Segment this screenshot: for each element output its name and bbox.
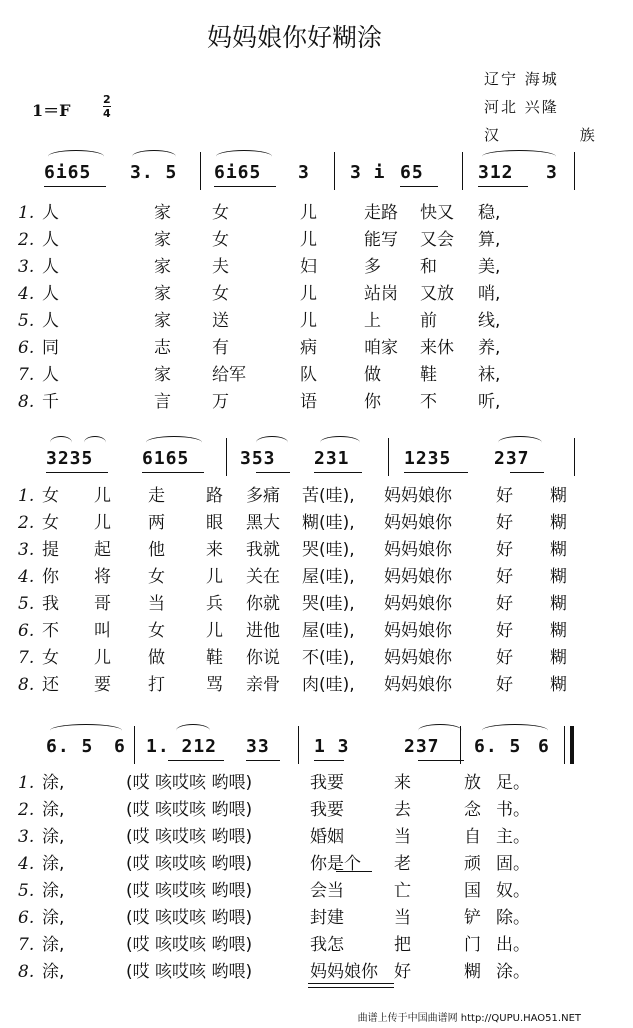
lyric-word: 当 [148, 594, 165, 614]
lyric-word: 我就 [246, 540, 280, 560]
verse-number: 1. [18, 773, 35, 793]
lyric-word: 好 [496, 594, 513, 614]
lyric-word: 哥 [94, 594, 111, 614]
lyric-word: 不 [42, 621, 59, 641]
notation-group: 6. 5 [474, 736, 522, 757]
verse-number: 7. [18, 365, 35, 385]
lyric-word: 涂, [42, 773, 65, 793]
lyric-word: 出。 [496, 935, 530, 955]
notation-group: 312 [478, 162, 514, 183]
lyric-word: 女 [148, 621, 165, 641]
verse-number: 1. [18, 203, 35, 223]
lyric-line [14, 564, 584, 591]
lyric-word: 屋(哇), [302, 567, 355, 587]
lyric-word: 好 [496, 567, 513, 587]
notation-group: 1235 [404, 448, 452, 469]
lyric-word: 当 [394, 908, 411, 928]
lyric-word: 妈妈娘你 [384, 540, 452, 560]
lyric-word: 女 [42, 513, 59, 533]
lyric-word: 人 [42, 203, 59, 223]
lyric-word: 女 [212, 230, 229, 250]
lyric-word: 关在 [246, 567, 280, 587]
lyric-word: 我怎 [310, 935, 344, 955]
lyric-word: 多 [364, 257, 381, 277]
lyric-word: 兵 [206, 594, 223, 614]
lyric-word: 上 [364, 311, 381, 331]
lyric-word: 病 [300, 338, 317, 358]
lyric-word: 送 [212, 311, 229, 331]
lyric-line [14, 959, 584, 986]
lyric-line [14, 878, 584, 905]
verse-number: 8. [18, 962, 35, 982]
lyric-line [14, 389, 584, 416]
lyric-word: (哎 咳哎咳 哟喂) [126, 827, 253, 847]
lyric-word: 同 [42, 338, 59, 358]
lyric-word: 前 [420, 311, 437, 331]
lyric-word: 儿 [206, 621, 223, 641]
lyric-word: 美, [478, 257, 501, 277]
lyric-word: 女 [42, 486, 59, 506]
lyric-word: 有 [212, 338, 229, 358]
lyric-line [14, 591, 584, 618]
lyric-word: 眼 [206, 513, 223, 533]
lyric-word: 顽 [464, 854, 481, 874]
lyric-word: 要 [94, 675, 111, 695]
lyric-word: 妈妈娘你 [384, 513, 452, 533]
lyric-word: 亲骨 [246, 675, 280, 695]
lyric-line [14, 797, 584, 824]
lyric-word: 又放 [420, 284, 454, 304]
lyric-word: 涂, [42, 935, 65, 955]
notation-group: 6i65 [44, 162, 92, 183]
lyric-word: 涂, [42, 854, 65, 874]
lyric-word: 家 [154, 257, 171, 277]
lyric-word: 糊 [550, 594, 567, 614]
lyric-line [14, 645, 584, 672]
lyric-word: 固。 [496, 854, 530, 874]
lyric-word: 走 [148, 486, 165, 506]
verse-number: 2. [18, 513, 35, 533]
lyric-word: 妈妈娘你 [384, 648, 452, 668]
lyric-word: 走路 [364, 203, 398, 223]
lyric-word: 妈妈娘你 [384, 675, 452, 695]
lyric-word: 路 [206, 486, 223, 506]
lyric-word: (哎 咳哎咳 哟喂) [126, 854, 253, 874]
lyric-word: 进他 [246, 621, 280, 641]
lyric-word: 涂。 [496, 962, 530, 982]
lyric-word: (哎 咳哎咳 哟喂) [126, 800, 253, 820]
verse-number: 3. [18, 540, 35, 560]
song-title: 妈妈娘你好糊涂 [206, 23, 382, 52]
lyric-line [14, 905, 584, 932]
notation-staff-2 [0, 434, 589, 478]
lyric-word: 女 [148, 567, 165, 587]
lyric-word: 黑大 [246, 513, 280, 533]
notation-group: 231 [314, 448, 350, 469]
lyric-word: (哎 咳哎咳 哟喂) [126, 935, 253, 955]
lyric-word: 养, [478, 338, 501, 358]
verse-number: 1. [18, 486, 35, 506]
verse-number: 2. [18, 800, 35, 820]
lyric-word: 夫 [212, 257, 229, 277]
lyric-word: 铲 [464, 908, 481, 928]
lyric-line [14, 227, 584, 254]
lyric-word: 妈妈娘你 [384, 486, 452, 506]
lyric-word: 涂, [42, 908, 65, 928]
lyric-word: 他 [148, 540, 165, 560]
lyric-word: 亡 [394, 881, 411, 901]
lyric-word: (哎 咳哎咳 哟喂) [126, 881, 253, 901]
notation-group: 3 [298, 162, 310, 183]
verse-number: 3. [18, 827, 35, 847]
lyric-word: 足。 [496, 773, 530, 793]
lyric-word: 糊 [550, 540, 567, 560]
lyric-word: 涂, [42, 800, 65, 820]
lyric-line [14, 932, 584, 959]
verse-number: 7. [18, 935, 35, 955]
lyric-word: 你说 [246, 648, 280, 668]
notation-group: 6 [538, 736, 550, 757]
lyric-word: 国 [464, 881, 481, 901]
lyric-word: 人 [42, 311, 59, 331]
lyric-word: 当 [394, 827, 411, 847]
lyric-line [14, 851, 584, 878]
lyric-word: 给军 [212, 365, 246, 385]
lyric-line [14, 362, 584, 389]
verse-number: 5. [18, 881, 35, 901]
lyric-word: 糊 [550, 648, 567, 668]
lyric-word: 不(哇), [302, 648, 355, 668]
lyric-word: 打 [148, 675, 165, 695]
lyric-word: 又会 [420, 230, 454, 250]
lyric-word: 不 [420, 392, 437, 412]
lyric-word: 糊 [464, 962, 481, 982]
lyric-word: 女 [42, 648, 59, 668]
lyric-word: 家 [154, 284, 171, 304]
lyric-word: 女 [212, 203, 229, 223]
notation-group: 3. 5 [130, 162, 178, 183]
lyric-word: 我要 [310, 800, 344, 820]
footer-watermark: 曲谱上传于中国曲谱网 http://QUPU.HAO51.NET [357, 1013, 581, 1024]
lyric-word: 放 [464, 773, 481, 793]
lyric-line [14, 770, 584, 797]
credit-ethnicity: 汉 族 [484, 126, 633, 144]
lyric-word: 骂 [206, 675, 223, 695]
lyric-word: 两 [148, 513, 165, 533]
verse-number: 6. [18, 908, 35, 928]
lyric-word: 自 [464, 827, 481, 847]
lyric-line [14, 537, 584, 564]
verse-number: 6. [18, 338, 35, 358]
notation-group: 3235 [46, 448, 94, 469]
verse-number: 4. [18, 284, 35, 304]
lyric-word: 妈妈娘你 [384, 621, 452, 641]
verse-number: 3. [18, 257, 35, 277]
lyric-word: 听, [478, 392, 501, 412]
credit-region-2: 河北 兴隆 [484, 98, 559, 116]
lyric-word: 儿 [206, 567, 223, 587]
lyric-line [14, 308, 584, 335]
notation-group: 3 [546, 162, 558, 183]
notation-group: 6 [114, 736, 126, 757]
lyric-word: 好 [496, 540, 513, 560]
lyric-word: 来 [394, 773, 411, 793]
double-underline [308, 983, 394, 984]
lyric-word: 家 [154, 311, 171, 331]
lyric-word: 儿 [94, 513, 111, 533]
lyric-word: 多痛 [246, 486, 280, 506]
lyric-word: 主。 [496, 827, 530, 847]
underline-mark [336, 871, 372, 872]
lyric-word: 袜, [478, 365, 501, 385]
double-underline [308, 987, 394, 988]
lyric-word: 糊 [550, 675, 567, 695]
lyric-word: 婚姻 [310, 827, 344, 847]
verse-number: 4. [18, 854, 35, 874]
lyric-word: 算, [478, 230, 501, 250]
lyric-word: 将 [94, 567, 111, 587]
lyric-line [14, 510, 584, 537]
lyric-word: 把 [394, 935, 411, 955]
lyric-word: 人 [42, 257, 59, 277]
lyric-word: 封建 [310, 908, 344, 928]
notation-group: 1 3 [314, 736, 350, 757]
lyric-word: 好 [496, 675, 513, 695]
lyric-word: 能写 [364, 230, 398, 250]
notation-group: 1. 212 [146, 736, 218, 757]
lyric-word: 稳, [478, 203, 501, 223]
lyric-word: 家 [154, 203, 171, 223]
lyric-line [14, 483, 584, 510]
lyric-word: 万 [212, 392, 229, 412]
lyric-word: 咱家 [364, 338, 398, 358]
lyric-word: 糊 [550, 513, 567, 533]
lyric-word: 人 [42, 365, 59, 385]
lyric-word: 站岗 [364, 284, 398, 304]
lyric-word: 我要 [310, 773, 344, 793]
notation-group: 6i65 [214, 162, 262, 183]
time-signature-bottom: 4 [103, 107, 111, 120]
lyric-word: 队 [300, 365, 317, 385]
lyric-word: 好 [496, 486, 513, 506]
lyric-word: 妈妈娘你 [384, 594, 452, 614]
lyric-line [14, 672, 584, 699]
lyric-word: 起 [94, 540, 111, 560]
lyric-word: 念 [464, 800, 481, 820]
notation-staff-3 [0, 722, 589, 766]
lyric-word: 女 [212, 284, 229, 304]
lyric-word: 苦(哇), [302, 486, 355, 506]
lyric-word: 儿 [300, 230, 317, 250]
verse-number: 8. [18, 675, 35, 695]
lyric-word: 肉(哇), [302, 675, 355, 695]
lyric-line [14, 618, 584, 645]
lyric-line [14, 254, 584, 281]
lyric-word: 和 [420, 257, 437, 277]
lyric-word: 哨, [478, 284, 501, 304]
lyric-word: 来 [206, 540, 223, 560]
lyric-word: 你 [42, 567, 59, 587]
time-signature [103, 94, 111, 119]
lyric-word: 妈妈娘你 [310, 962, 378, 982]
lyric-word: 做 [364, 365, 381, 385]
lyric-line [14, 824, 584, 851]
lyric-word: 家 [154, 365, 171, 385]
lyric-word: 妈妈娘你 [384, 567, 452, 587]
key-signature: 1＝F [32, 101, 71, 120]
lyric-word: 好 [496, 648, 513, 668]
lyric-word: 言 [154, 392, 171, 412]
lyric-word: 我 [42, 594, 59, 614]
lyric-word: 儿 [300, 203, 317, 223]
lyric-word: 你 [364, 392, 381, 412]
lyric-word: 儿 [94, 648, 111, 668]
lyric-line [14, 200, 584, 227]
notation-group: 237 [404, 736, 440, 757]
lyric-word: 来休 [420, 338, 454, 358]
lyric-word: 糊 [550, 486, 567, 506]
verse-number: 6. [18, 621, 35, 641]
time-signature-top: 2 [103, 93, 111, 106]
lyric-word: 糊 [550, 567, 567, 587]
lyric-word: 会当 [310, 881, 344, 901]
lyric-word: 快又 [420, 203, 454, 223]
lyric-word: 哭(哇), [302, 594, 355, 614]
lyric-word: 糊(哇), [302, 513, 355, 533]
lyric-word: 做 [148, 648, 165, 668]
lyric-word: 屋(哇), [302, 621, 355, 641]
lyric-word: 门 [464, 935, 481, 955]
lyric-word: 老 [394, 854, 411, 874]
lyric-word: 涂, [42, 827, 65, 847]
lyric-word: 书。 [496, 800, 530, 820]
lyric-word: 人 [42, 284, 59, 304]
lyric-word: 好 [496, 621, 513, 641]
lyric-word: 千 [42, 392, 59, 412]
lyric-word: 涂, [42, 962, 65, 982]
lyric-word: 语 [300, 392, 317, 412]
lyric-word: 叫 [94, 621, 111, 641]
lyric-word: (哎 咳哎咳 哟喂) [126, 962, 253, 982]
lyric-word: 线, [478, 311, 501, 331]
lyric-word: 哭(哇), [302, 540, 355, 560]
lyric-line [14, 281, 584, 308]
lyric-word: 好 [394, 962, 411, 982]
lyric-word: 人 [42, 230, 59, 250]
lyric-word: (哎 咳哎咳 哟喂) [126, 773, 253, 793]
lyric-line [14, 335, 584, 362]
notation-group: 237 [494, 448, 530, 469]
lyric-word: 你是个 [310, 854, 361, 874]
lyric-word: 去 [394, 800, 411, 820]
lyric-word: 奴。 [496, 881, 530, 901]
lyric-word: 还 [42, 675, 59, 695]
verse-number: 5. [18, 594, 35, 614]
verse-number: 2. [18, 230, 35, 250]
lyric-word: 儿 [94, 486, 111, 506]
lyric-word: (哎 咳哎咳 哟喂) [126, 908, 253, 928]
lyric-word: 除。 [496, 908, 530, 928]
credit-region-1: 辽宁 海城 [484, 70, 559, 88]
lyric-word: 糊 [550, 621, 567, 641]
lyric-word: 好 [496, 513, 513, 533]
verse-number: 7. [18, 648, 35, 668]
notation-staff-1 [0, 148, 589, 192]
lyric-word: 儿 [300, 311, 317, 331]
lyric-word: 儿 [300, 284, 317, 304]
notation-group: 353 [240, 448, 276, 469]
notation-group: 65 [400, 162, 424, 183]
lyric-word: 鞋 [420, 365, 437, 385]
lyric-word: 妇 [300, 257, 317, 277]
lyric-word: 提 [42, 540, 59, 560]
lyric-word: 涂, [42, 881, 65, 901]
verse-number: 4. [18, 567, 35, 587]
notation-group: 6. 5 [46, 736, 94, 757]
lyric-word: 志 [154, 338, 171, 358]
verse-number: 8. [18, 392, 35, 412]
verse-number: 5. [18, 311, 35, 331]
notation-group: 3 i [350, 162, 386, 183]
lyric-word: 鞋 [206, 648, 223, 668]
notation-group: 6165 [142, 448, 190, 469]
notation-group: 33 [246, 736, 270, 757]
lyric-word: 家 [154, 230, 171, 250]
lyric-word: 你就 [246, 594, 280, 614]
